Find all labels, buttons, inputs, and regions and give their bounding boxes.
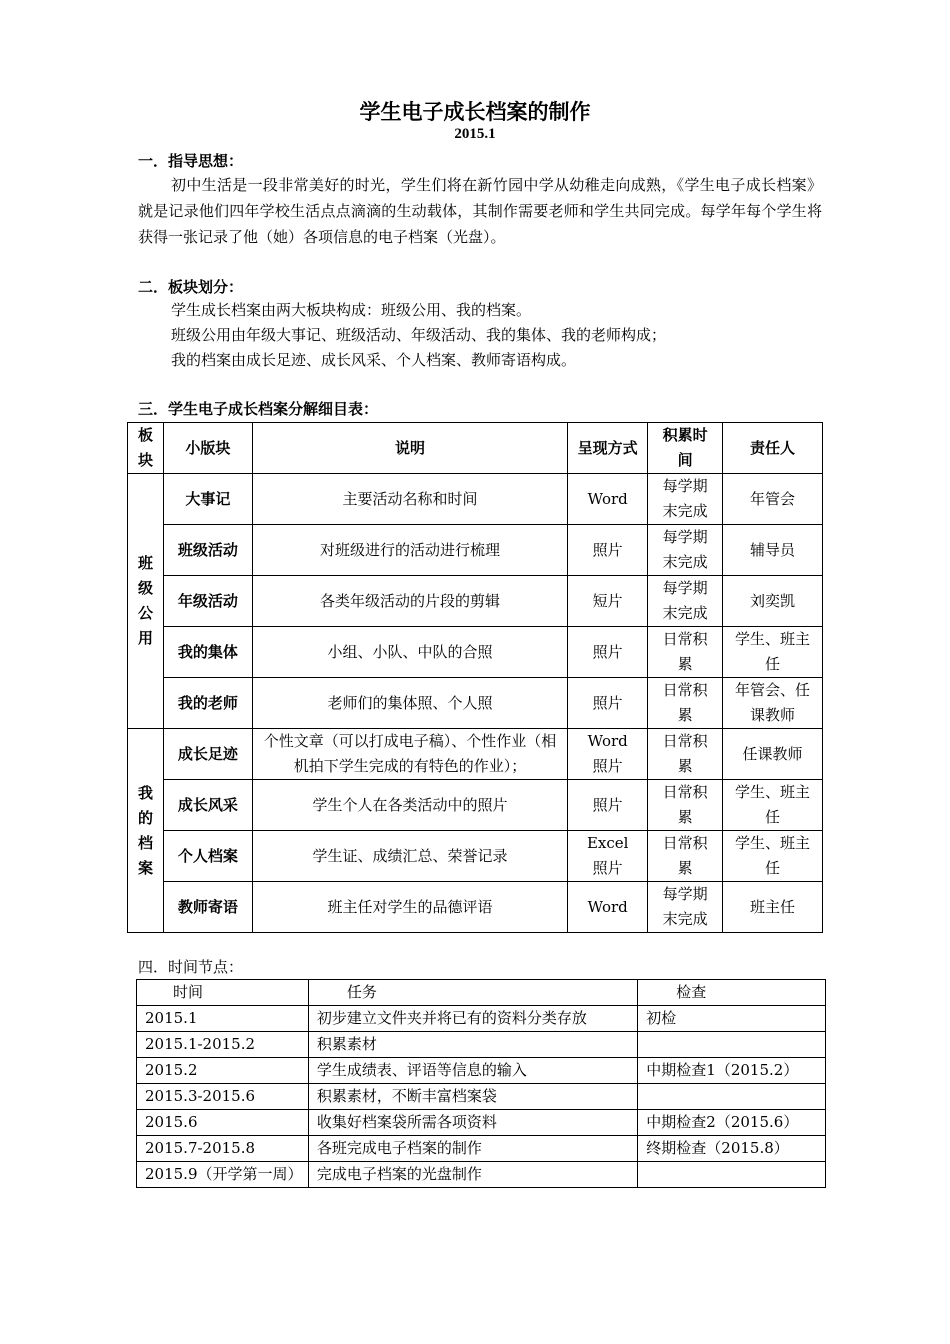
table-row — [128, 576, 823, 627]
table-row — [137, 1058, 826, 1084]
section1-heading: 一．指导思想： — [138, 152, 244, 170]
table-row — [128, 882, 823, 933]
check-cell: 中期检查1（2015.2） — [638, 1058, 826, 1084]
task-cell: 积累素材 — [308, 1032, 637, 1058]
task-cell: 积累素材，不断丰富档案袋 — [308, 1084, 637, 1110]
time-cell: 2015.1 — [137, 1006, 309, 1032]
time-cell: 2015.2 — [137, 1058, 309, 1084]
time-cell: 日常积累 — [648, 831, 723, 882]
desc-cell: 老师们的集体照、个人照 — [252, 678, 567, 729]
task-cell: 学生成绩表、评语等信息的输入 — [308, 1058, 637, 1084]
table-row — [137, 1032, 826, 1058]
owner-cell: 班主任 — [723, 882, 823, 933]
breakdown-table-header — [128, 423, 823, 474]
section2-line-2: 班级公用由年级大事记、班级活动、年级活动、我的集体、我的老师构成； — [171, 326, 667, 344]
sub-cell: 年级活动 — [163, 576, 252, 627]
sub-cell: 班级活动 — [163, 525, 252, 576]
time-cell: 每学期末完成 — [648, 882, 723, 933]
table-row — [128, 780, 823, 831]
sub-cell: 我的老师 — [163, 678, 252, 729]
document-date: 2015.1 — [454, 126, 496, 142]
header-owner: 责任人 — [723, 423, 823, 474]
desc-cell: 个性文章（可以打成电子稿）、个性作业（相机拍下学生完成的有特色的作业）； — [252, 729, 567, 780]
format-cell: 短片 — [568, 576, 648, 627]
timeline-table-header — [137, 980, 826, 1006]
desc-cell: 各类年级活动的片段的剪辑 — [252, 576, 567, 627]
owner-cell: 学生、班主任 — [723, 780, 823, 831]
format-cell: Word 照片 — [568, 729, 648, 780]
header-time: 时间 — [137, 980, 309, 1006]
sub-cell: 教师寄语 — [163, 882, 252, 933]
breakdown-table — [127, 422, 823, 933]
header-task: 任务 — [308, 980, 637, 1006]
table-row — [128, 525, 823, 576]
time-cell: 日常积累 — [648, 780, 723, 831]
section2-line-1: 学生成长档案由两大板块构成：班级公用、我的档案。 — [171, 301, 532, 319]
section1-paragraph: 初中生活是一段非常美好的时光，学生们将在新竹园中学从幼稚走向成熟，《学生电子成长档案》就是记录他们四年学校生活点点滴滴的生动载体，其制作需要老师和学生共同完成。每学年每个学生将获得一张记录了他（她）各项信息的电子档案（光盘）。 — [138, 176, 822, 246]
header-format: 呈现方式 — [568, 423, 648, 474]
time-cell: 日常积累 — [648, 627, 723, 678]
task-cell: 各班完成电子档案的制作 — [308, 1136, 637, 1162]
table-row — [128, 474, 823, 525]
sub-cell: 成长风采 — [163, 780, 252, 831]
time-cell: 2015.9（开学第一周） — [137, 1162, 309, 1188]
check-cell — [638, 1084, 826, 1110]
desc-cell: 主要活动名称和时间 — [252, 474, 567, 525]
time-cell: 2015.6 — [137, 1110, 309, 1136]
header-sub: 小版块 — [163, 423, 252, 474]
header-check: 检查 — [638, 980, 826, 1006]
check-cell — [638, 1162, 826, 1188]
desc-cell: 班主任对学生的品德评语 — [252, 882, 567, 933]
time-cell: 日常积累 — [648, 678, 723, 729]
table-row — [137, 1162, 826, 1188]
owner-cell: 刘奕凯 — [723, 576, 823, 627]
table-row — [128, 729, 823, 780]
format-cell: 照片 — [568, 627, 648, 678]
table-row — [137, 1110, 826, 1136]
header-block: 板块 — [128, 423, 164, 474]
header-time: 积累时间 — [648, 423, 723, 474]
format-cell: 照片 — [568, 780, 648, 831]
check-cell — [638, 1032, 826, 1058]
task-cell: 收集好档案袋所需各项资料 — [308, 1110, 637, 1136]
time-cell: 2015.7-2015.8 — [137, 1136, 309, 1162]
desc-cell: 对班级进行的活动进行梳理 — [252, 525, 567, 576]
check-cell: 终期检查（2015.8） — [638, 1136, 826, 1162]
sub-cell: 大事记 — [163, 474, 252, 525]
sub-cell: 个人档案 — [163, 831, 252, 882]
table-row — [128, 627, 823, 678]
document-title: 学生电子成长档案的制作 — [359, 100, 591, 124]
owner-cell: 学生、班主任 — [723, 831, 823, 882]
time-cell: 每学期末完成 — [648, 474, 723, 525]
section3-heading: 三．学生电子成长档案分解细目表： — [138, 400, 379, 418]
sub-cell: 成长足迹 — [163, 729, 252, 780]
time-cell: 日常积累 — [648, 729, 723, 780]
task-cell: 完成电子档案的光盘制作 — [308, 1162, 637, 1188]
table-row — [128, 831, 823, 882]
time-cell: 2015.3-2015.6 — [137, 1084, 309, 1110]
time-cell: 每学期末完成 — [648, 525, 723, 576]
section4-heading: 四．时间节点： — [138, 958, 244, 976]
table-row — [137, 1084, 826, 1110]
format-cell: 照片 — [568, 678, 648, 729]
format-cell: Word — [568, 474, 648, 525]
desc-cell: 学生证、成绩汇总、荣誉记录 — [252, 831, 567, 882]
owner-cell: 年管会 — [723, 474, 823, 525]
owner-cell: 学生、班主任 — [723, 627, 823, 678]
format-cell: 照片 — [568, 525, 648, 576]
section2-line-3: 我的档案由成长足迹、成长风采、个人档案、教师寄语构成。 — [171, 351, 577, 369]
owner-cell: 任课教师 — [723, 729, 823, 780]
format-cell: Word — [568, 882, 648, 933]
owner-cell: 辅导员 — [723, 525, 823, 576]
group-class-public: 班级公用 — [128, 474, 164, 729]
timeline-table — [136, 979, 826, 1188]
desc-cell: 小组、小队、中队的合照 — [252, 627, 567, 678]
task-cell: 初步建立文件夹并将已有的资料分类存放 — [308, 1006, 637, 1032]
check-cell: 中期检查2（2015.6） — [638, 1110, 826, 1136]
table-row — [137, 1136, 826, 1162]
desc-cell: 学生个人在各类活动中的照片 — [252, 780, 567, 831]
header-desc: 说明 — [252, 423, 567, 474]
table-row — [137, 1006, 826, 1032]
group-my-archive: 我的档案 — [128, 729, 164, 933]
time-cell: 每学期末完成 — [648, 576, 723, 627]
section2-heading: 二．板块划分： — [138, 278, 244, 296]
owner-cell: 年管会、任课教师 — [723, 678, 823, 729]
time-cell: 2015.1-2015.2 — [137, 1032, 309, 1058]
table-row — [128, 678, 823, 729]
check-cell: 初检 — [638, 1006, 826, 1032]
sub-cell: 我的集体 — [163, 627, 252, 678]
format-cell: Excel 照片 — [568, 831, 648, 882]
